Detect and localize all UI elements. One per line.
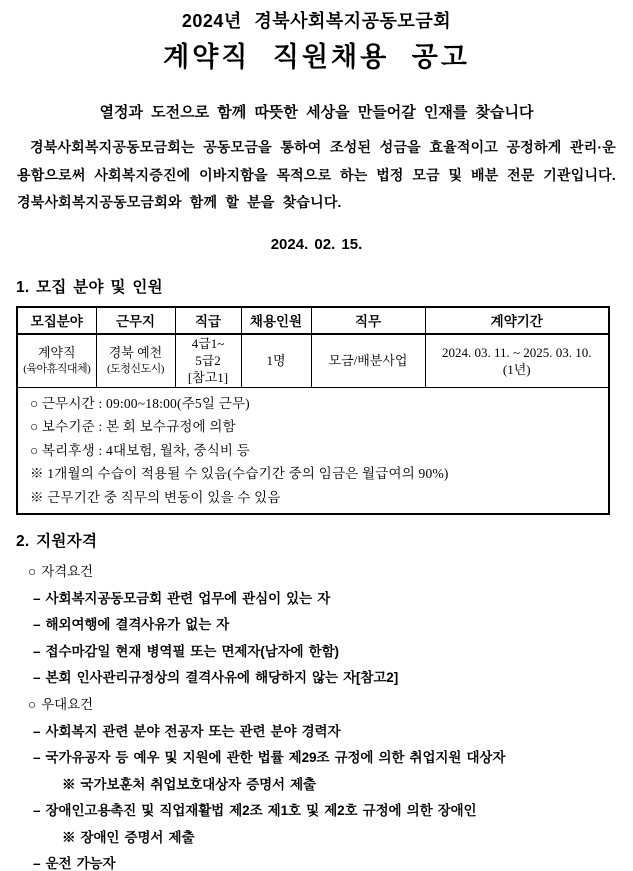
- work-location-main: 경북 예천: [108, 344, 163, 360]
- page-title: 계약직 직원채용 공고: [163, 42, 470, 72]
- cell-duty: 모금/배분사업: [311, 334, 425, 388]
- list-item: – 본회 인사관리규정상의 결격사유에 해당하지 않는 자[참고2]: [33, 670, 399, 685]
- cell-contract-period: [425, 334, 609, 388]
- period-line2: (1년): [502, 361, 531, 377]
- recruit-field-main: 계약직: [37, 344, 76, 360]
- grade-line2: 5급2: [195, 353, 221, 368]
- recruit-field-sub: (육아휴직대체): [23, 362, 91, 375]
- note-pay-standard: ○ 보수기준 : 본 회 보수규정에 의함: [30, 419, 236, 434]
- header-grade: 직급: [175, 307, 241, 334]
- table-header-row: [17, 307, 609, 334]
- group-label-preferences: ○ 우대요건: [28, 697, 93, 712]
- note-duty-change: ※ 근무기간 중 직무의 변동이 있을 수 있음: [30, 489, 281, 505]
- cell-recruit-field: [17, 334, 96, 388]
- section2-heading: 2. 지원자격: [16, 533, 98, 550]
- period-line1: 2024. 03. 11. ~ 2025. 03. 10.: [441, 344, 592, 360]
- header-work-location: 근무지: [96, 307, 175, 334]
- notice-date: 2024. 02. 15.: [270, 235, 363, 253]
- table-notes-cell: [17, 387, 609, 514]
- list-item: – 장애인고용촉진 및 직업재활법 제2조 제1호 및 제2호 규정에 의한 장애인: [33, 803, 477, 818]
- grade-line1: 4급1~: [191, 336, 225, 351]
- organization-title: 2024년 경북사회복지공동모금회: [181, 11, 452, 31]
- recruitment-table: [16, 306, 610, 516]
- qualification-list: [16, 565, 617, 871]
- intro-paragraph: 경북사회복지공동모금회는 공동모금을 통하여 조성된 성금을 효율적이고 공정하게 관리·운용함으로써 사회복지증진에 이바지함을 목적으로 하는 법정 모금 및 배분 전문 기관입니다. 경북사회복지공동모금회와 함께 할 분을 찾습니다.: [17, 139, 616, 210]
- table-notes-row: [17, 387, 609, 514]
- header-contract-period: 계약기간: [425, 307, 609, 334]
- list-subitem: ※ 국가보훈처 취업보호대상자 증명서 제출: [62, 776, 316, 792]
- work-location-sub: (도청신도시): [107, 362, 164, 375]
- note-work-hours: ○ 근무시간 : 09:00~18:00(주5일 근무): [30, 395, 250, 411]
- header-headcount: 채용인원: [241, 307, 311, 334]
- cell-grade: [175, 334, 241, 388]
- table-data-row: [17, 334, 609, 388]
- note-welfare: ○ 복리후생 : 4대보험, 월차, 중식비 등: [30, 442, 250, 458]
- list-subitem: ※ 장애인 증명서 제출: [62, 829, 195, 845]
- cell-work-location: [96, 334, 175, 388]
- cell-headcount: 1명: [241, 334, 311, 388]
- list-item: – 국가유공자 등 예우 및 지원에 관한 법률 제29조 규정에 의한 취업지원 대상자: [33, 750, 506, 765]
- list-item: – 사회복지 관련 분야 전공자 또는 관련 분야 경력자: [33, 723, 341, 739]
- note-probation: ※ 1개월의 수습이 적용될 수 있음(수습기간 중의 임금은 월급여의 90%): [30, 466, 449, 481]
- header-recruit-field: 모집분야: [17, 307, 96, 334]
- list-item: – 운전 가능자: [33, 856, 116, 871]
- header-duty: 직무: [311, 307, 425, 334]
- section1-heading: 1. 모집 분야 및 인원: [16, 278, 163, 296]
- list-item: – 접수마감일 현재 병역필 또는 면제자(남자에 한함): [33, 643, 339, 659]
- grade-line3: [참고1]: [187, 370, 229, 385]
- slogan-text: 열정과 도전으로 함께 따뜻한 세상을 만들어갈 인재를 찾습니다: [99, 104, 534, 121]
- group-label-requirements: ○ 자격요건: [28, 564, 93, 579]
- list-item: – 사회복지공동모금회 관련 업무에 관심이 있는 자: [33, 590, 331, 606]
- list-item: – 해외여행에 결격사유가 없는 자: [33, 617, 230, 632]
